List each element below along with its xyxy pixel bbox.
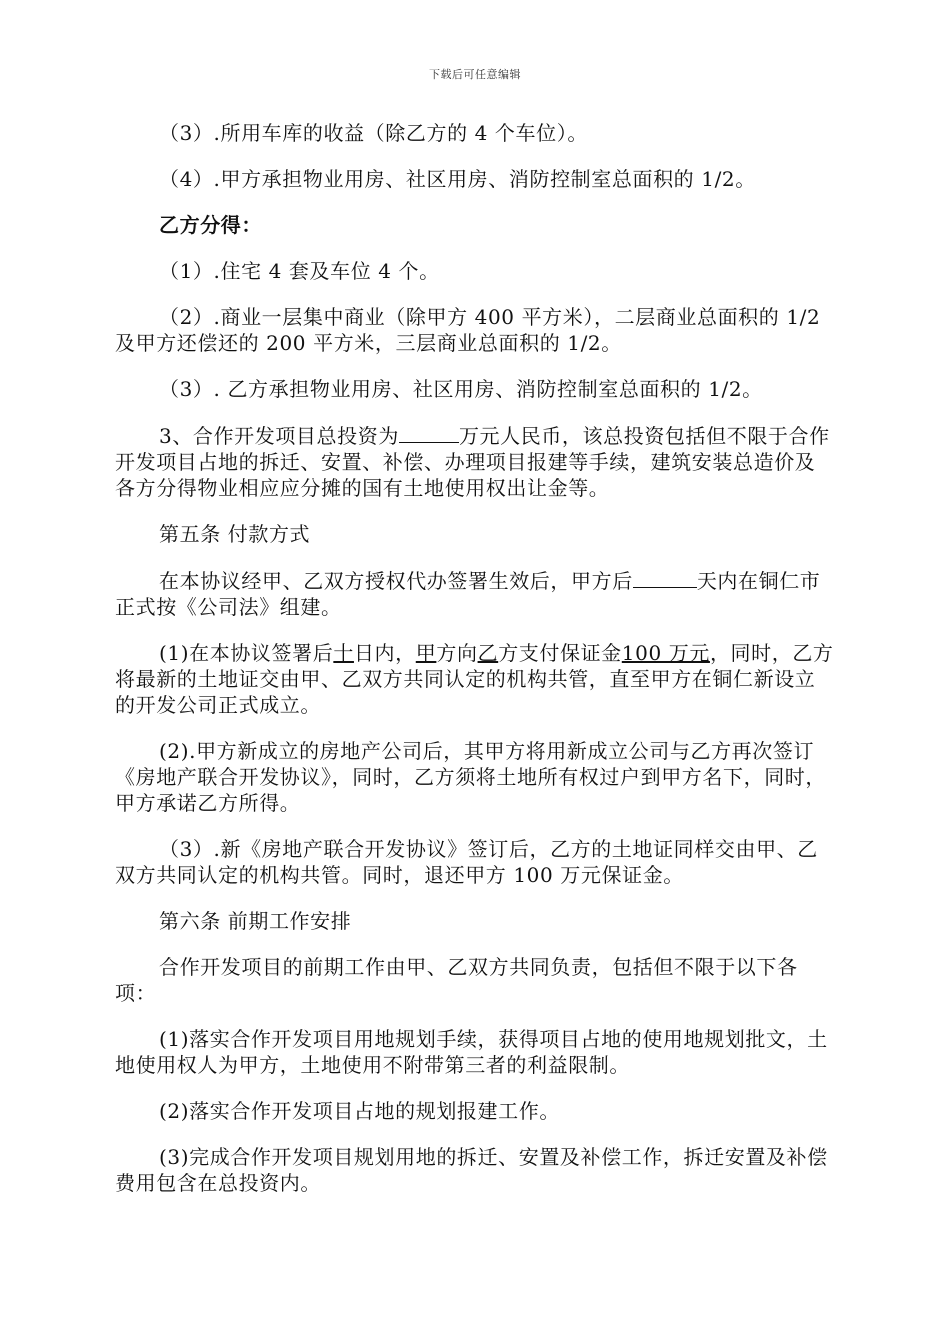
- paragraph-deposit-payment: [115, 640, 835, 718]
- document-body: [115, 120, 835, 1196]
- deposit-party-b-underlined: 乙: [477, 641, 499, 665]
- page-header-note: 下载后可任意编辑: [429, 68, 521, 81]
- article-5-heading: 第五条 付款方式: [159, 522, 311, 546]
- paragraph-planning-filing: (2)落实合作开发项目占地的规划报建工作。: [159, 1099, 560, 1123]
- company-setup-rest: 天内在铜仁市正式按《公司法》组建。: [115, 569, 821, 619]
- total-investment-blank: [399, 422, 459, 443]
- paragraph-preliminary-work: 合作开发项目的前期工作由甲、乙双方共同负责，包括但不限于以下各项：: [115, 955, 798, 1005]
- total-investment-rest: 万元人民币，该总投资包括但不限于合作开发项目占地的拆迁、安置、补偿、办理项目报建等手续，建筑安装总造价及各方分得物业相应应分摊的国有土地使用权出让金等。: [115, 424, 830, 500]
- paragraph-party-b-property-share: （3）. 乙方承担物业用房、社区用房、消防控制室总面积的 1/2。: [159, 377, 763, 401]
- paragraph-party-a-property-share: （4）.甲方承担物业用房、社区用房、消防控制室总面积的 1/2。: [159, 167, 756, 191]
- deposit-text-4: 方支付保证金: [498, 641, 622, 665]
- section-heading-party-b-share: 乙方分得：: [159, 213, 262, 237]
- company-setup-days-blank: [633, 567, 697, 588]
- total-investment-lead: 3、合作开发项目总投资为: [159, 424, 399, 448]
- deposit-text-1: (1)在本协议签署后: [159, 641, 334, 665]
- paragraph-new-agreement: (2).甲方新成立的房地产公司后，其甲方将用新成立公司与乙方再次签订《房地产联合开发协议》，同时，乙方须将土地所有权过户到甲方名下，同时，甲方承诺乙方所得。: [115, 739, 826, 815]
- deposit-text-2: 日内，: [353, 641, 416, 665]
- deposit-amount-underlined: 100 万元: [621, 641, 710, 665]
- paragraph-garage-income: （3）.所用车库的收益（除乙方的 4 个车位）。: [159, 121, 588, 145]
- paragraph-total-investment: [115, 422, 835, 501]
- paragraph-party-b-housing: （1）.住宅 4 套及车位 4 个。: [159, 259, 440, 283]
- paragraph-relocation-compensation: (3)完成合作开发项目规划用地的拆迁、安置及补偿工作，拆迁安置及补偿费用包含在总投资内。: [115, 1145, 828, 1195]
- deposit-text-3: 方向: [436, 641, 478, 665]
- paragraph-company-setup: [115, 567, 835, 620]
- article-6-heading: 第六条 前期工作安排: [159, 909, 352, 933]
- paragraph-planning-approval: (1)落实合作开发项目用地规划手续，获得项目占地的使用地规划批文，土地使用权人为甲方，土地使用不附带第三者的利益限制。: [115, 1027, 828, 1077]
- deposit-party-a-underlined: 甲: [415, 641, 437, 665]
- deposit-days-underlined: 十: [333, 641, 354, 665]
- company-setup-lead: 在本协议经甲、乙双方授权代办签署生效后，甲方后: [159, 569, 633, 593]
- paragraph-party-b-commercial: （2）.商业一层集中商业（除甲方 400 平方米），二层商业总面积的 1/2 及甲方还偿还的 200 平方米，三层商业总面积的 1/2。: [115, 305, 821, 355]
- paragraph-deposit-refund: （3）.新《房地产联合开发协议》签订后，乙方的土地证同样交由甲、乙双方共同认定的机构共管。同时，退还甲方 100 万元保证金。: [115, 837, 818, 887]
- deposit-text-5: ，同时，乙方将最新的土地证交由甲、乙双方共同认定的机构共管，直至甲方在铜仁新设立的开发公司正式成立。: [115, 641, 834, 717]
